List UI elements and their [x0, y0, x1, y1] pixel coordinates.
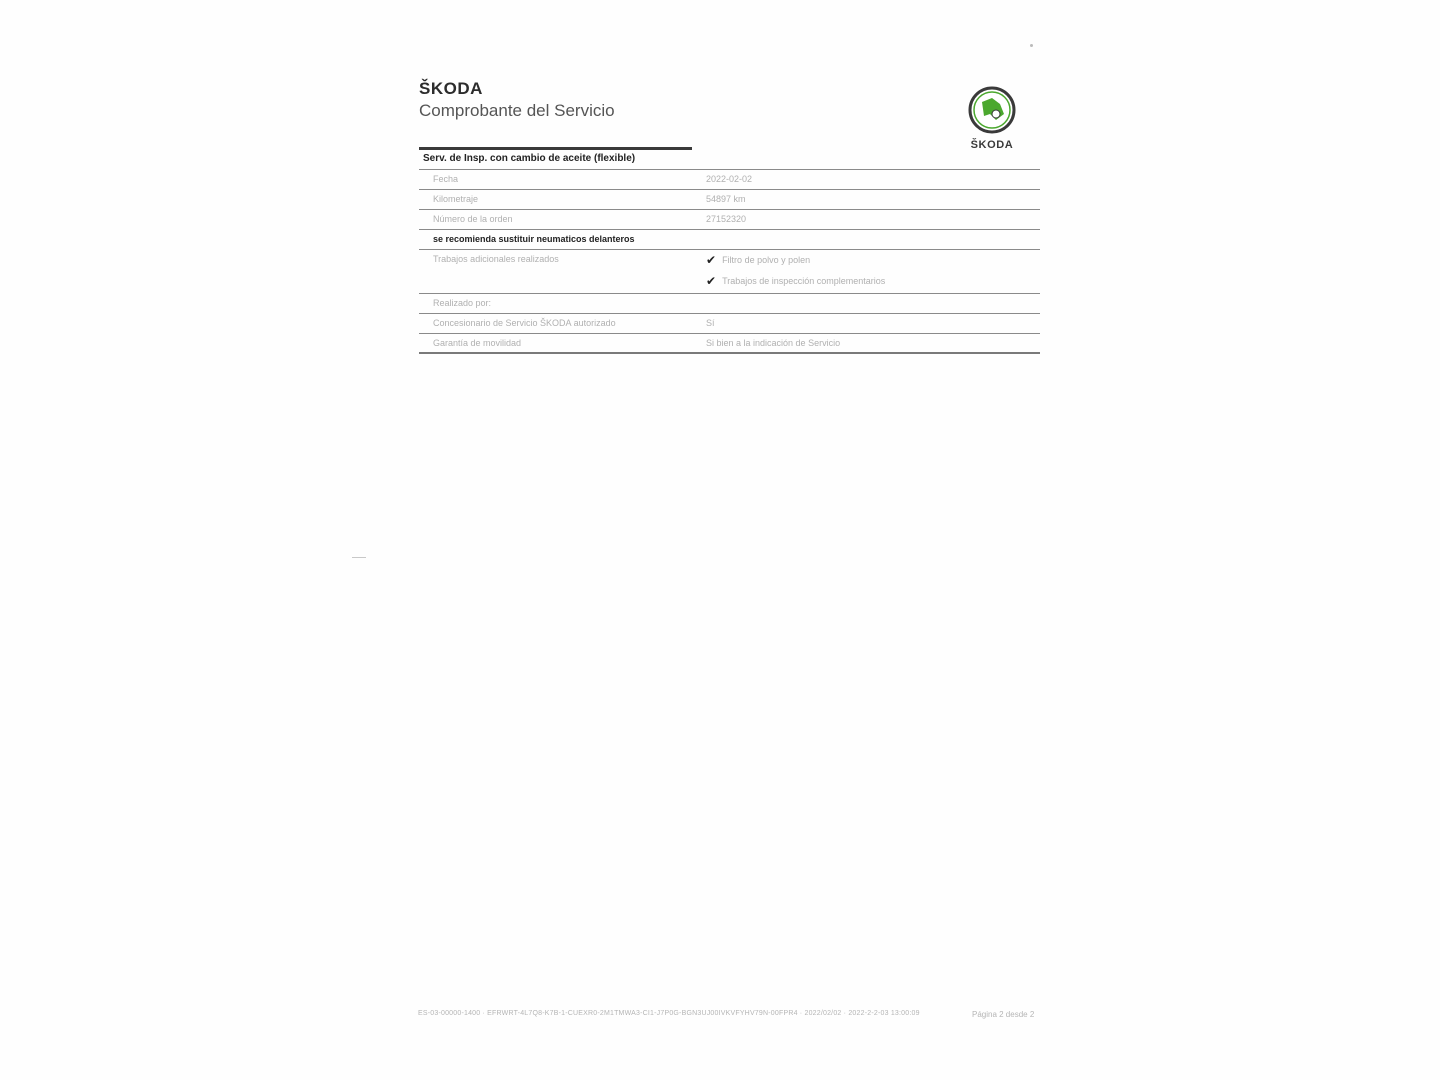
- header-divider: [419, 147, 692, 150]
- row-value: 27152320: [706, 214, 747, 224]
- page-number: Página 2 desde 2: [972, 1010, 1035, 1019]
- row-label: Concesionario de Servicio ŠKODA autorizado: [433, 318, 616, 328]
- table-row-fecha: [419, 169, 1040, 189]
- row-label: Kilometraje: [433, 194, 479, 204]
- table-row-trabajos: [419, 249, 1040, 293]
- row-label: Trabajos adicionales realizados: [433, 254, 559, 264]
- work-item-label: Filtro de polvo y polen: [722, 255, 811, 265]
- row-label: Realizado por:: [433, 298, 492, 308]
- document-subtitle: Comprobante del Servicio: [419, 101, 615, 120]
- checkmark-icon: ✔: [706, 274, 717, 288]
- table-row-concesionario: [419, 313, 1040, 333]
- row-label: Fecha: [433, 174, 459, 184]
- punch-mark: [352, 557, 366, 558]
- corner-mark: [1030, 44, 1033, 47]
- table-row-garantia: [419, 333, 1040, 354]
- footer-document-code: ES-03-00000-1400 · EFRWRT-4L7Q8-K7B-1-CUEXR0-2M1TMWA3-CI1-J7P0G-BGN3UJ00IVKVFYHV79N-00FPR4 · 2022/02/02 · 2022-2-2-03 13:00:09: [418, 1010, 920, 1017]
- list-item: [706, 275, 885, 287]
- list-item: [706, 254, 810, 266]
- table-row-kilometraje: [419, 189, 1040, 209]
- row-value: 54897 km: [706, 194, 746, 204]
- section-title: Serv. de Insp. con cambio de aceite (flexible): [423, 153, 636, 164]
- service-table: [419, 169, 1040, 354]
- row-value: 2022-02-02: [706, 174, 753, 184]
- table-row-nota: [419, 229, 1040, 249]
- table-row-realizado: [419, 293, 1040, 313]
- brand-title: ŠKODA: [419, 79, 483, 98]
- work-item-label: Trabajos de inspección complementarios: [722, 276, 886, 286]
- checkmark-icon: ✔: [706, 253, 717, 267]
- row-value: Si bien a la indicación de Servicio: [706, 338, 841, 348]
- row-label: Número de la orden: [433, 214, 513, 224]
- row-label: Garantía de movilidad: [433, 338, 522, 348]
- row-value: Sí: [706, 318, 715, 328]
- table-row-orden: [419, 209, 1040, 229]
- logo-wordmark: ŠKODA: [970, 139, 1014, 151]
- recommendation-note: se recomienda sustituir neumaticos delanteros: [433, 234, 635, 244]
